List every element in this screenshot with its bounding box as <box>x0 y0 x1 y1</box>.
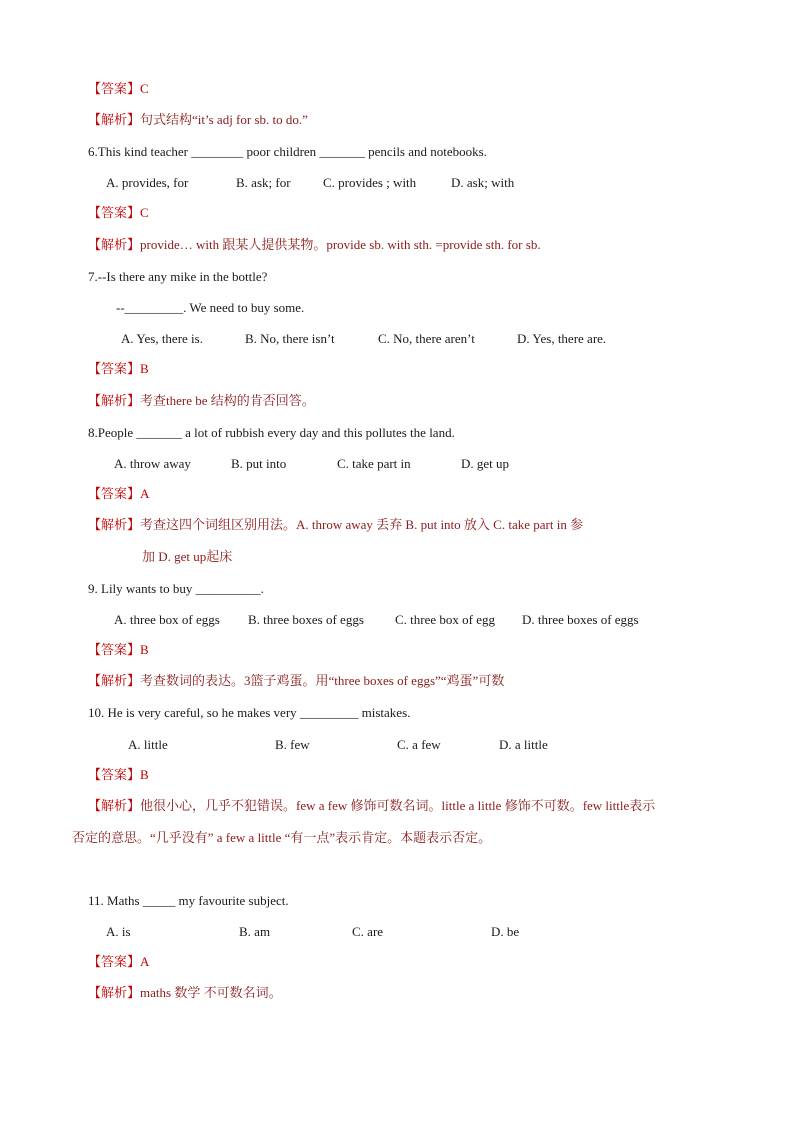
q7-option-b: B. No, there isn’t <box>245 331 335 346</box>
answer-value: B <box>140 642 149 657</box>
answer-line <box>88 766 149 784</box>
answer-tag: 【答案】 <box>88 767 141 782</box>
answer-tag: 【答案】 <box>88 81 141 96</box>
q9-option-a: A. three box of eggs <box>114 612 220 627</box>
explain-text: maths 数学 不可数名词。 <box>140 985 282 1000</box>
q7-option-c: C. No, there aren’t <box>378 331 475 346</box>
answer-value: A <box>140 486 150 501</box>
q8-option-c: C. take part in <box>337 456 411 471</box>
explain-text-cont: 否定的意思。“几乎没有” a few a little “有一点”表示肯定。本题表示否定。 <box>72 830 492 845</box>
q9-option-d: D. three boxes of eggs <box>522 612 639 627</box>
explain-line <box>88 984 282 1002</box>
q7-option-a: A. Yes, there is. <box>121 331 203 346</box>
explain-tag: 【解析】 <box>88 112 141 127</box>
explain-text: 考查数词的表达。3篮子鸡蛋。用“three boxes of eggs”“鸡蛋”可数 <box>140 673 505 688</box>
answer-value: B <box>140 361 149 376</box>
q10-option-a: A. little <box>128 737 168 752</box>
q10-option-d: D. a little <box>499 737 548 752</box>
q11-option-b: B. am <box>239 924 271 939</box>
answer-line <box>88 80 149 98</box>
q6-option-d: D. ask; with <box>451 175 515 190</box>
question-10: 10. He is very careful, so he makes very _________ mistakes. <box>88 705 411 720</box>
answer-tag: 【答案】 <box>88 205 141 220</box>
q6-option-b: B. ask; for <box>236 175 291 190</box>
q8-option-b: B. put into <box>231 456 287 471</box>
explain-text: 考查这四个词组区别用法。A. throw away 丢弃 B. put into 放入 C. take part in 参 <box>140 517 584 532</box>
question-9: 9. Lily wants to buy __________. <box>88 581 264 596</box>
q11-option-a: A. is <box>106 924 131 939</box>
q11-option-c: C. are <box>352 924 384 939</box>
answer-value: C <box>140 205 149 220</box>
answer-line <box>88 641 149 659</box>
q6-option-c: C. provides ; with <box>323 175 417 190</box>
answer-line <box>88 204 149 222</box>
explain-line <box>88 236 541 254</box>
answer-tag: 【答案】 <box>88 486 141 501</box>
q10-option-b: B. few <box>275 737 310 752</box>
explain-text: 句式结构“it’s adj for sb. to do.” <box>140 112 308 127</box>
explain-tag: 【解析】 <box>88 673 141 688</box>
q7-option-d: D. Yes, there are. <box>517 331 607 346</box>
q8-option-d: D. get up <box>461 456 510 471</box>
explain-text: 他很小心，几乎不犯错误。few a few 修饰可数名词。little a little 修饰不可数。few little表示 <box>140 798 656 813</box>
explain-tag: 【解析】 <box>88 985 141 1000</box>
q8-option-a: A. throw away <box>114 456 191 471</box>
explain-text-cont: 加 D. get up起床 <box>142 549 233 564</box>
answer-value: B <box>140 767 149 782</box>
answer-tag: 【答案】 <box>88 954 141 969</box>
answer-value: A <box>140 954 150 969</box>
q9-option-c: C. three box of egg <box>395 612 496 627</box>
explain-tag: 【解析】 <box>88 237 141 252</box>
explain-text: 考查there be 结构的肯否回答。 <box>140 393 315 408</box>
explain-tag: 【解析】 <box>88 517 141 532</box>
explain-text: provide… with 跟某人提供某物。provide sb. with sth. =provide sth. for sb. <box>140 237 541 252</box>
question-8: 8.People _______ a lot of rubbish every day and this pollutes the land. <box>88 425 455 440</box>
explain-line <box>88 797 655 815</box>
q11-option-d: D. be <box>491 924 520 939</box>
q6-option-a: A. provides, for <box>106 175 189 190</box>
q9-option-b: B. three boxes of eggs <box>248 612 364 627</box>
explain-line <box>88 111 308 129</box>
answer-line <box>88 485 149 503</box>
explain-tag: 【解析】 <box>88 798 141 813</box>
answer-value: C <box>140 81 149 96</box>
explain-tag: 【解析】 <box>88 393 141 408</box>
question-7: 7.--Is there any mike in the bottle? <box>88 269 268 284</box>
explain-line <box>88 672 504 690</box>
answer-tag: 【答案】 <box>88 642 141 657</box>
answer-line <box>88 953 149 971</box>
explain-line <box>88 392 315 410</box>
answer-tag: 【答案】 <box>88 361 141 376</box>
q10-option-c: C. a few <box>397 737 441 752</box>
answer-line <box>88 360 149 378</box>
question-11: 11. Maths _____ my favourite subject. <box>88 893 289 908</box>
explain-line <box>88 516 583 534</box>
q7-reply: --_________. We need to buy some. <box>116 300 305 315</box>
question-6: 6.This kind teacher ________ poor children _______ pencils and notebooks. <box>88 144 487 159</box>
